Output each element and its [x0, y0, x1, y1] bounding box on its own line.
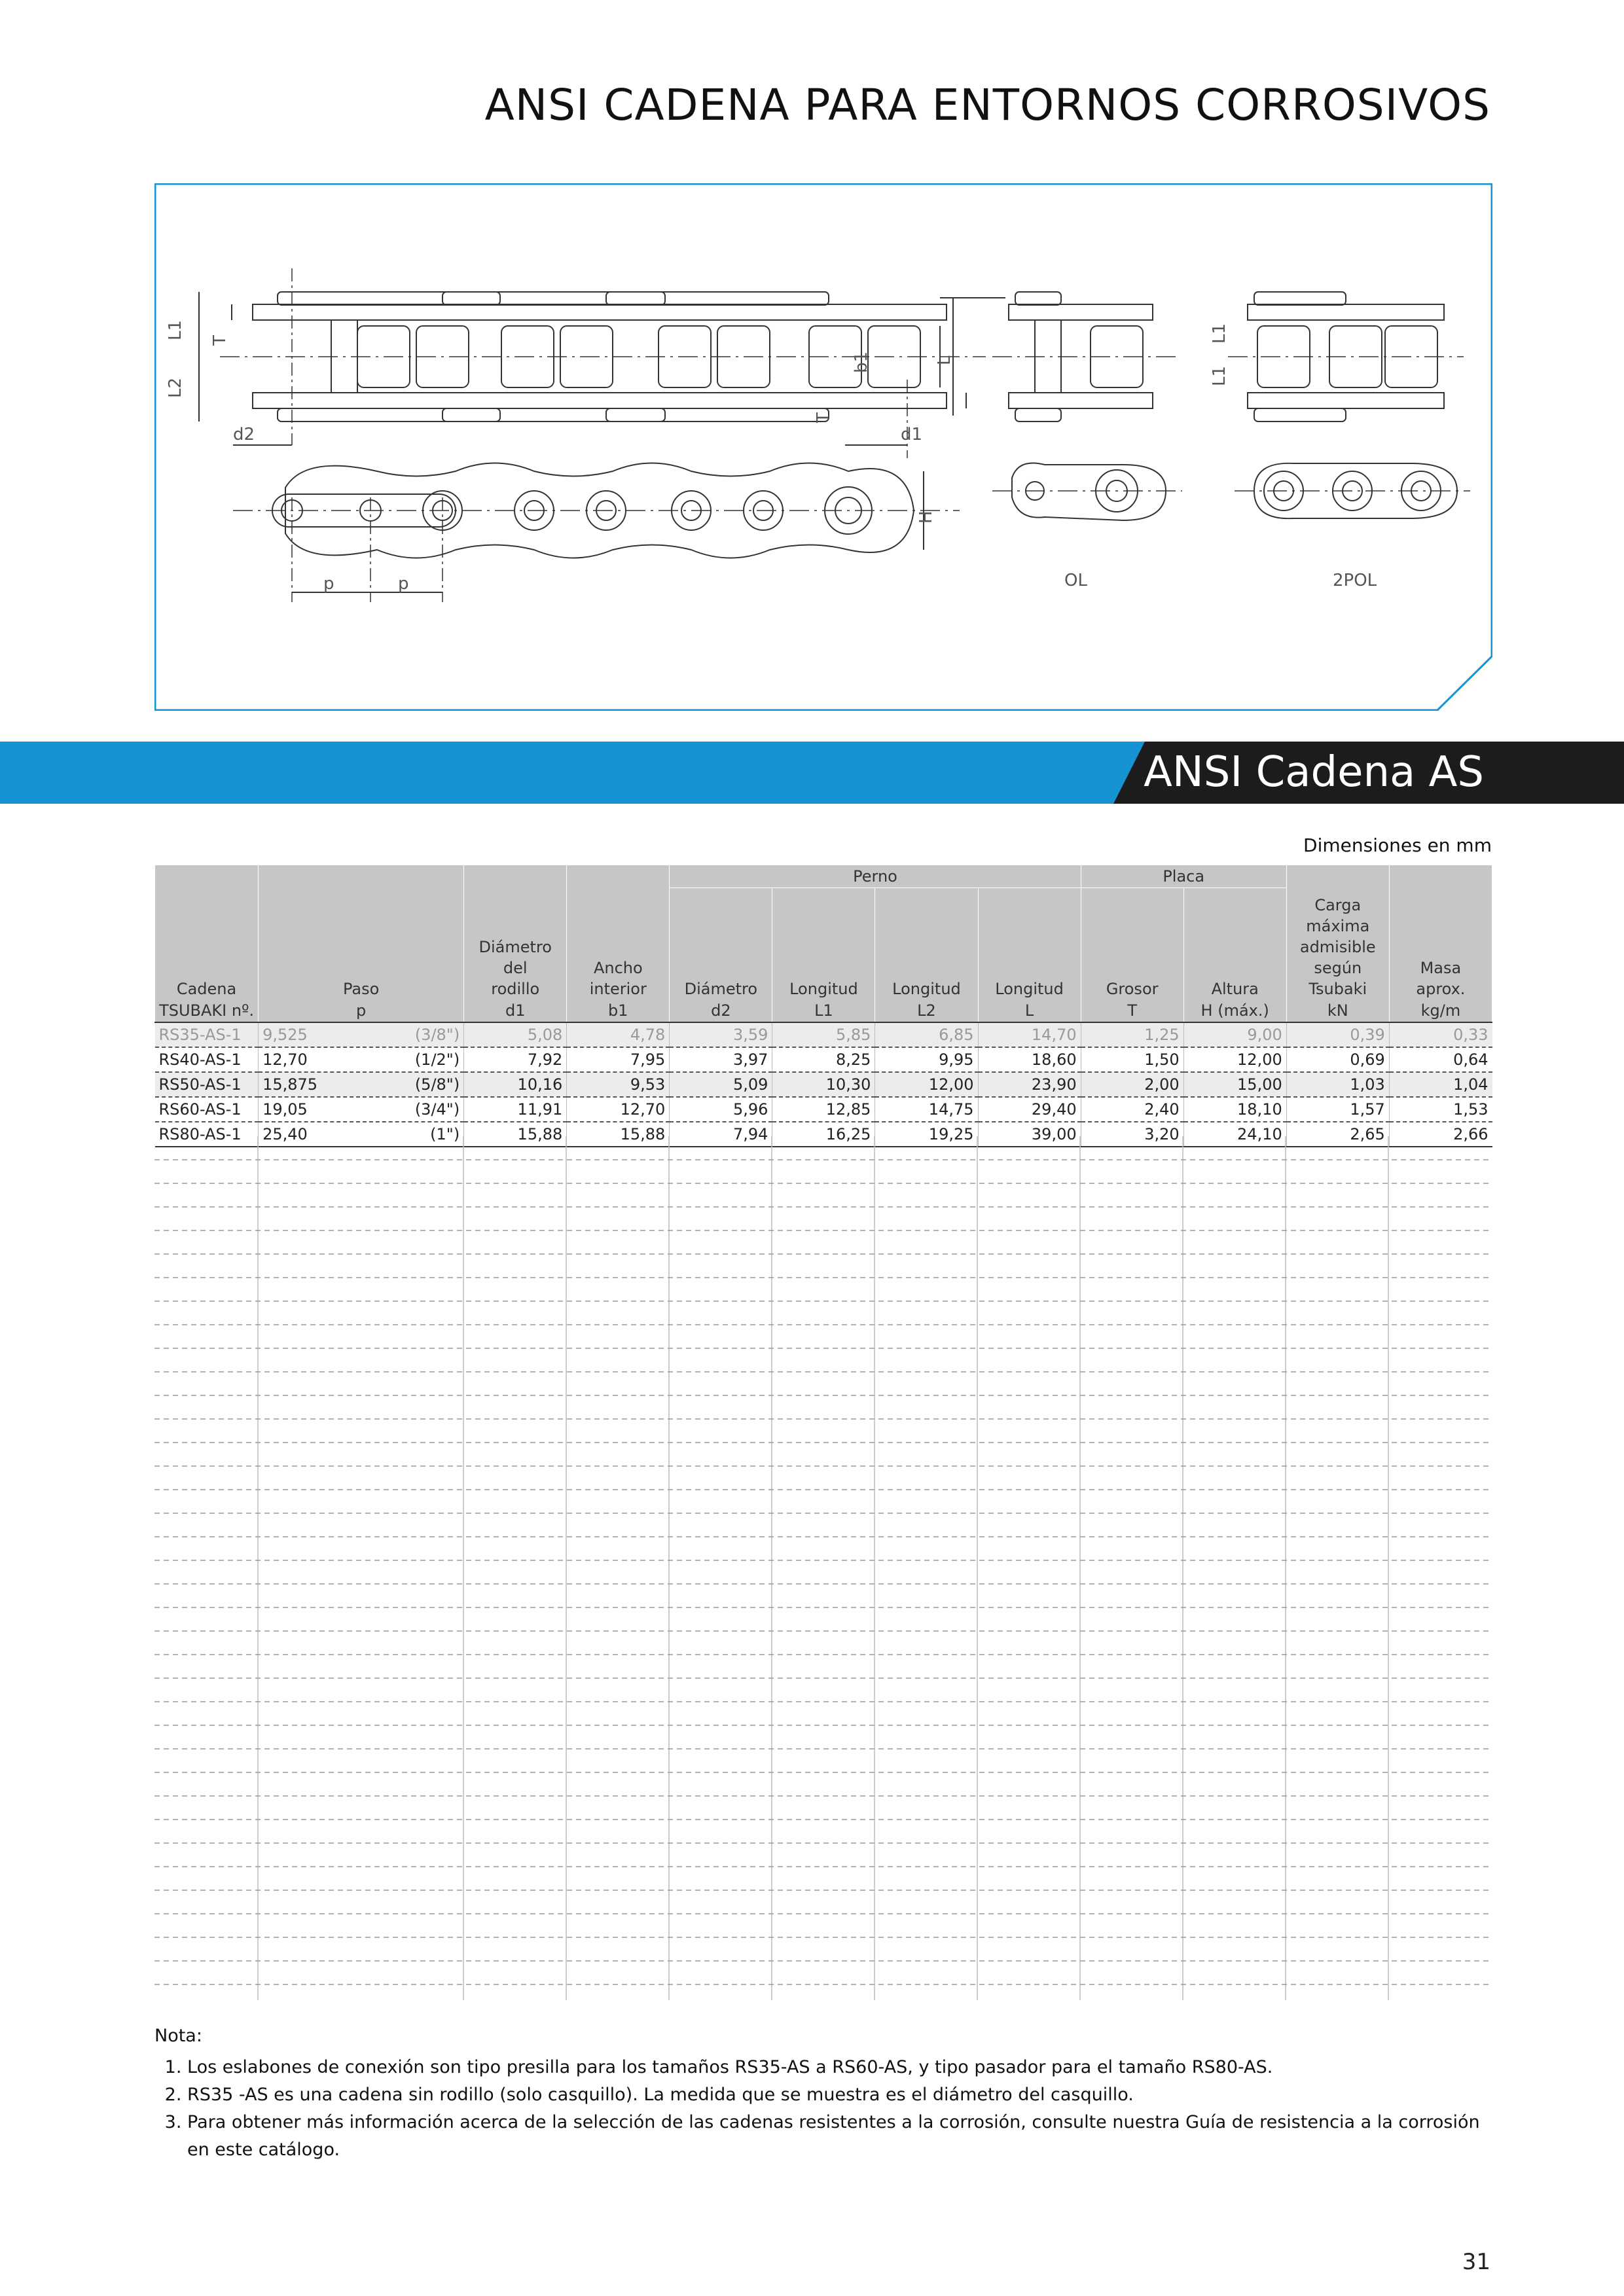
- col-sym-l: L: [978, 999, 1081, 1022]
- label-p2: p: [398, 574, 409, 594]
- cell-l2: 14,75: [875, 1097, 978, 1122]
- notes-title: Nota:: [154, 2026, 202, 2046]
- col-sym-kn: kN: [1286, 999, 1389, 1022]
- cell-l: 29,40: [978, 1097, 1081, 1122]
- col-header-cadena: Cadena: [155, 865, 259, 999]
- col-header-masa: Masa aprox.: [1389, 865, 1492, 999]
- col-sym-b1: b1: [567, 999, 670, 1022]
- cell-d1: 15,88: [464, 1122, 567, 1147]
- cell-d2: 5,09: [670, 1072, 772, 1097]
- cell-kn: 1,03: [1286, 1072, 1389, 1097]
- col-sym-l1: L1: [772, 999, 875, 1022]
- label-p1: p: [323, 574, 334, 594]
- cell-d2: 5,96: [670, 1097, 772, 1122]
- col-header-longitud-l2: Longitud: [875, 888, 978, 999]
- cell-d2: 3,97: [670, 1047, 772, 1072]
- table-row: [155, 1047, 1492, 1072]
- cell-t: 1,50: [1081, 1047, 1183, 1072]
- cell-t: 3,20: [1081, 1122, 1183, 1147]
- page-title: ANSI CADENA PARA ENTORNOS CORROSIVOS: [484, 80, 1490, 130]
- cell-l2: 6,85: [875, 1022, 978, 1047]
- label-t: T: [210, 335, 230, 346]
- cell-t: 1,25: [1081, 1022, 1183, 1047]
- col-header-paso: Paso: [259, 865, 464, 999]
- cell-b1: 12,70: [567, 1097, 670, 1122]
- col-sym-d2: d2: [670, 999, 772, 1022]
- cell-l1: 5,85: [772, 1022, 875, 1047]
- cell-kg: 2,66: [1389, 1122, 1492, 1147]
- table-row: [155, 1022, 1492, 1047]
- col-header-longitud-l: Longitud: [978, 888, 1081, 999]
- label-t-bottom: T: [814, 412, 833, 423]
- cell-paso: 19,05 (3/4"): [259, 1097, 464, 1122]
- col-sym-t: T: [1081, 999, 1183, 1022]
- cell-l2: 12,00: [875, 1072, 978, 1097]
- cell-kg: 1,04: [1389, 1072, 1492, 1097]
- cell-t: 2,00: [1081, 1072, 1183, 1097]
- label-ol: OL: [1064, 571, 1087, 590]
- group-header-placa: Placa: [1081, 865, 1286, 888]
- cell-d1: 10,16: [464, 1072, 567, 1097]
- label-h: H: [916, 511, 936, 524]
- table-row: [155, 1072, 1492, 1097]
- col-header-grosor: Grosor: [1081, 888, 1183, 999]
- col-sym-paso: p: [259, 999, 464, 1022]
- group-header-perno: Perno: [670, 865, 1081, 888]
- label-b1: b1: [852, 351, 871, 373]
- cell-kg: 0,64: [1389, 1047, 1492, 1072]
- cell-d1: 5,08: [464, 1022, 567, 1047]
- cell-cadena: RS60-AS-1: [155, 1097, 259, 1122]
- cell-d1: 11,91: [464, 1097, 567, 1122]
- cell-paso: 25,40 (1"): [259, 1122, 464, 1147]
- cell-l1: 16,25: [772, 1122, 875, 1147]
- page-number: 31: [1462, 2249, 1490, 2275]
- cell-l: 14,70: [978, 1022, 1081, 1047]
- col-header-diam-rodillo: Diámetro del rodillo: [464, 865, 567, 999]
- offset-link-plan: [992, 463, 1182, 521]
- cell-paso: 9,525 (3/8"): [259, 1022, 464, 1047]
- col-header-ancho: Ancho interior: [567, 865, 670, 999]
- cell-b1: 9,53: [567, 1072, 670, 1097]
- col-header-carga: Carga máxima admisible según Tsubaki: [1286, 865, 1389, 999]
- col-header-altura: Altura: [1183, 888, 1286, 999]
- cell-d2: 7,94: [670, 1122, 772, 1147]
- cell-l: 39,00: [978, 1122, 1081, 1147]
- table-row: [155, 1097, 1492, 1122]
- cell-h: 15,00: [1183, 1072, 1286, 1097]
- label-l1-right-2: L1: [1210, 365, 1229, 386]
- label-2pol: 2POL: [1333, 571, 1377, 590]
- cell-kn: 1,57: [1286, 1097, 1389, 1122]
- cell-h: 12,00: [1183, 1047, 1286, 1072]
- col-sym-d1: d1: [464, 999, 567, 1022]
- label-l2: L2: [166, 377, 185, 398]
- cell-t: 2,40: [1081, 1097, 1183, 1122]
- empty-table-area: [154, 1136, 1492, 2000]
- cell-l1: 10,30: [772, 1072, 875, 1097]
- note-item: 1. Los eslabones de conexión son tipo presilla para los tamaños RS35-AS a RS60-AS, y tipo pasador para el tamaño RS80-AS.: [187, 2054, 1490, 2081]
- cell-cadena: RS40-AS-1: [155, 1047, 259, 1072]
- col-header-longitud-l1: Longitud: [772, 888, 875, 999]
- col-sym-l2: L2: [875, 999, 978, 1022]
- cell-cadena: RS35-AS-1: [155, 1022, 259, 1047]
- specs-table: [154, 865, 1492, 1147]
- cell-h: 9,00: [1183, 1022, 1286, 1047]
- figure-frame: [155, 184, 1492, 710]
- section-title: ANSI Cadena AS: [1144, 748, 1484, 797]
- cell-h: 18,10: [1183, 1097, 1286, 1122]
- cell-paso: 15,875 (5/8"): [259, 1072, 464, 1097]
- label-l1: L1: [166, 319, 185, 340]
- col-header-diametro: Diámetro: [670, 888, 772, 999]
- label-d2: d2: [233, 425, 255, 444]
- chain-plan-view: [233, 463, 960, 603]
- note-item: 2. RS35 -AS es una cadena sin rodillo (solo casquillo). La medida que se muestra es el diámetro del casquillo.: [187, 2081, 1490, 2109]
- label-l1-right: L1: [1210, 323, 1229, 344]
- cell-l1: 12,85: [772, 1097, 875, 1122]
- col-sym-kg: kg/m: [1389, 999, 1492, 1022]
- double-offset-link-plan: [1235, 463, 1470, 518]
- notes-section: [154, 2022, 1490, 2164]
- cell-l2: 9,95: [875, 1047, 978, 1072]
- cell-d2: 3,59: [670, 1022, 772, 1047]
- label-l: L: [935, 355, 954, 365]
- col-sym-h: H (máx.): [1183, 999, 1286, 1022]
- cell-kg: 1,53: [1389, 1097, 1492, 1122]
- cell-paso: 12,70 (1/2"): [259, 1047, 464, 1072]
- cell-l2: 19,25: [875, 1122, 978, 1147]
- cell-cadena: RS50-AS-1: [155, 1072, 259, 1097]
- cell-l1: 8,25: [772, 1047, 875, 1072]
- cell-b1: 15,88: [567, 1122, 670, 1147]
- cell-b1: 7,95: [567, 1047, 670, 1072]
- col-sym-cadena: TSUBAKI nº.: [155, 999, 259, 1022]
- cell-cadena: RS80-AS-1: [155, 1122, 259, 1147]
- cell-kn: 2,65: [1286, 1122, 1389, 1147]
- chain-diagram: [154, 183, 1492, 711]
- note-item: 3. Para obtener más información acerca de la selección de las cadenas resistentes a la corrosión, consulte nuestra Guía de resistencia a la corrosión en este catálogo.: [187, 2109, 1490, 2164]
- cell-h: 24,10: [1183, 1122, 1286, 1147]
- cell-d1: 7,92: [464, 1047, 567, 1072]
- cell-l: 18,60: [978, 1047, 1081, 1072]
- cell-b1: 4,78: [567, 1022, 670, 1047]
- units-note: Dimensiones en mm: [1303, 834, 1492, 856]
- cell-kn: 0,39: [1286, 1022, 1389, 1047]
- label-d1: d1: [901, 425, 923, 444]
- cell-kg: 0,33: [1389, 1022, 1492, 1047]
- double-offset-link-side: [1228, 292, 1464, 422]
- cell-l: 23,90: [978, 1072, 1081, 1097]
- cell-kn: 0,69: [1286, 1047, 1389, 1072]
